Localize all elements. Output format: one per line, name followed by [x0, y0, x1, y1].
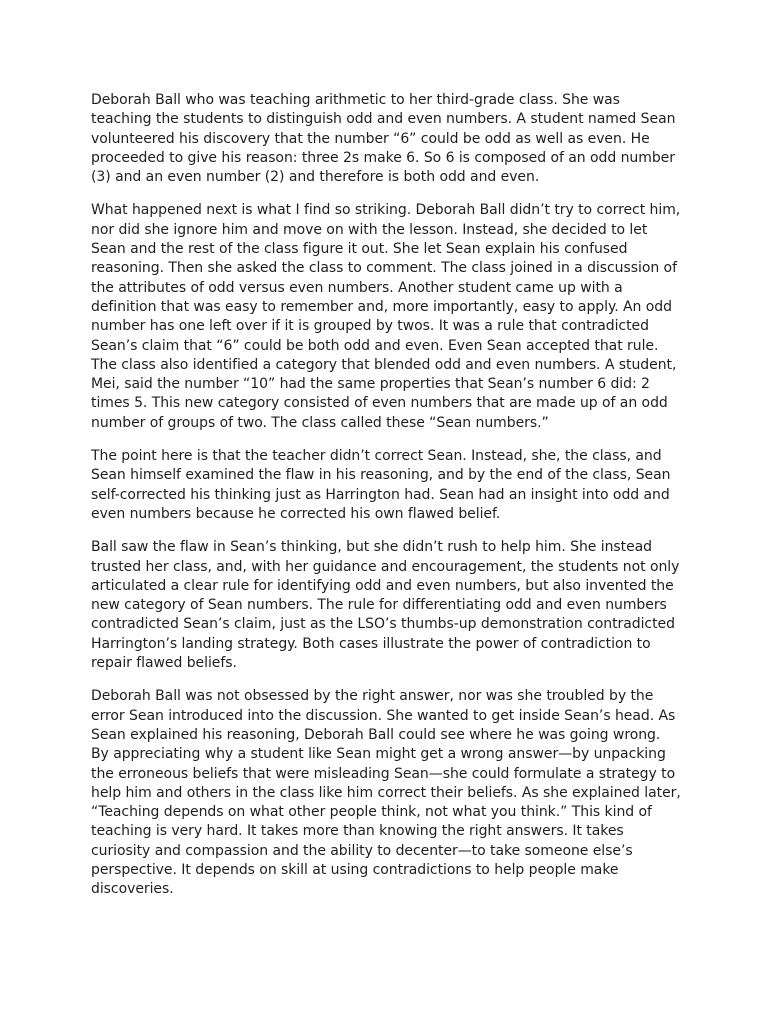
- paragraph-1: Deborah Ball who was teaching arithmetic to her third-grade class. She was teaching the students to distinguish odd and even numbers. A student named Sean volunteered his discovery that the number “6” could be odd as well as even. He proceeded to give his reason: three 2s make 6. So 6 is composed of an odd number (3) and an even number (2) and therefore is both odd and even.: [91, 92, 676, 186]
- paragraph-3: The point here is that the teacher didn’t correct Sean. Instead, she, the class, and Sean himself examined the flaw in his reasoning, and by the end of the class, Sean self-corrected his thinking just as Harrington had. Sean had an insight into odd and even numbers because he corrected his own flawed belief.: [91, 448, 671, 522]
- document-body: [91, 91, 687, 914]
- paragraph-2: What happened next is what I find so striking. Deborah Ball didn’t try to correct him, nor did she ignore him and move on with the lesson. Instead, she decided to let Sean and the rest of the class figure it out. She let Sean explain his confused reasoning. Then she asked the class to comment. The class joined in a discussion of the attributes of odd versus even numbers. Another student came up with a definition that was easy to remember and, more importantly, easy to apply. An odd number has one left over if it is grouped by twos. It was a rule that contradicted Sean’s claim that “6” could be both odd and even. Even Sean accepted that rule. The class also identified a category that blended odd and even numbers. A student, Mei, said the number “10” had the same properties that Sean’s number 6 did: 2 times 5. This new category consisted of even numbers that are made up of an odd number of groups of two. The class called these “Sean numbers.”: [91, 202, 681, 431]
- paragraph-4: Ball saw the flaw in Sean’s thinking, but she didn’t rush to help him. She instead trusted her class, and, with her guidance and encouragement, the students not only articulated a clear rule for identifying odd and even numbers, but also invented the new category of Sean numbers. The rule for differentiating odd and even numbers contradicted Sean’s claim, just as the LSO’s thumbs-up demonstration contradicted Harrington’s landing strategy. Both cases illustrate the power of contradiction to repair flawed beliefs.: [91, 539, 680, 672]
- paragraph-5: Deborah Ball was not obsessed by the right answer, nor was she troubled by the error Sean introduced into the discussion. She wanted to get inside Sean’s head. As Sean explained his reasoning, Deborah Ball could see where he was going wrong. By appreciating why a student like Sean might get a wrong answer—by unpacking the erroneous beliefs that were misleading Sean—she could formulate a strategy to help him and others in the class like him correct their beliefs. As she explained later, “Teaching depends on what other people think, not what you think.” This kind of teaching is very hard. It takes more than knowing the right answers. It takes curiosity and compassion and the ability to decenter—to take someone else’s perspective. It depends on skill at using contradictions to help people make discoveries.: [91, 688, 681, 898]
